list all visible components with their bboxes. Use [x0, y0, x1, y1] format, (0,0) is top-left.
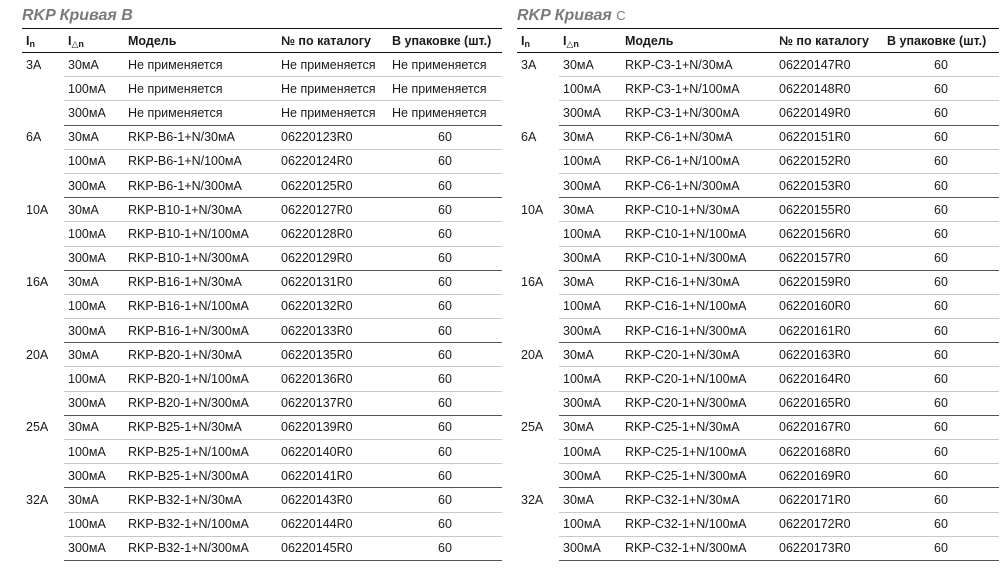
table-row	[517, 464, 999, 488]
model-cell: RKP-B10-1+N/300мА	[124, 246, 277, 270]
header-package-qty: В упаковке (шт.)	[388, 29, 502, 53]
title-prefix: RKP Кривая	[517, 7, 617, 24]
model-cell: RKP-B32-1+N/100мА	[124, 512, 277, 536]
table-row	[517, 270, 999, 294]
table-row	[22, 440, 502, 464]
model-cell: RKP-C25-1+N/100мА	[621, 440, 775, 464]
catalog-number-cell: 06220128R0	[277, 222, 388, 246]
table-row	[22, 294, 502, 318]
rated-current-cell: 25A	[521, 420, 544, 435]
table-header-row	[22, 29, 502, 53]
model-cell: RKP-C20-1+N/30мА	[621, 343, 775, 367]
catalog-number-cell: 06220171R0	[775, 488, 883, 512]
residual-current-cell: 30мА	[64, 488, 124, 512]
package-qty-cell: 60	[883, 367, 999, 391]
header-package-qty: В упаковке (шт.)	[883, 29, 999, 53]
model-cell: RKP-B25-1+N/300мА	[124, 464, 277, 488]
package-qty-cell: 60	[388, 367, 502, 391]
table-row	[22, 222, 502, 246]
catalog-number-cell: 06220152R0	[775, 149, 883, 173]
model-cell: RKP-C32-1+N/300мА	[621, 536, 775, 560]
package-qty-cell: 60	[388, 488, 502, 512]
residual-current-cell: 30мА	[64, 198, 124, 222]
residual-current-cell: 100мА	[64, 222, 124, 246]
catalog-number-cell: 06220136R0	[277, 367, 388, 391]
model-cell: Не применяется	[124, 77, 277, 101]
residual-current-cell: 100мА	[559, 440, 621, 464]
rated-current-cell: 3A	[26, 58, 42, 72]
residual-current-cell: 30мА	[559, 198, 621, 222]
package-qty-cell: 60	[388, 125, 502, 149]
catalog-number-cell: 06220173R0	[775, 536, 883, 560]
catalog-number-cell: 06220156R0	[775, 222, 883, 246]
rated-current-cell: 16A	[26, 275, 49, 290]
model-cell: RKP-B6-1+N/300мА	[124, 173, 277, 197]
residual-current-cell: 30мА	[64, 125, 124, 149]
model-cell: RKP-C20-1+N/300мА	[621, 391, 775, 415]
table-header-row	[517, 29, 999, 53]
table-row	[22, 198, 502, 222]
residual-current-cell: 300мА	[64, 536, 124, 560]
curve-b-panel	[22, 4, 502, 561]
residual-current-cell: 30мА	[559, 53, 621, 77]
model-cell: RKP-B25-1+N/30мА	[124, 415, 277, 439]
model-cell: RKP-C6-1+N/100мА	[621, 149, 775, 173]
package-qty-cell: 60	[388, 198, 502, 222]
model-cell: RKP-C6-1+N/30мА	[621, 125, 775, 149]
package-qty-cell: 60	[883, 294, 999, 318]
table-row	[22, 173, 502, 197]
catalog-number-cell: 06220137R0	[277, 391, 388, 415]
residual-current-cell: 300мА	[559, 173, 621, 197]
model-cell: RKP-C6-1+N/300мА	[621, 173, 775, 197]
header-residual-current: $I_{\triangle n}$	[64, 29, 124, 53]
model-cell: RKP-C32-1+N/30мА	[621, 488, 775, 512]
package-qty-cell: 60	[883, 319, 999, 343]
table-row	[517, 101, 999, 125]
package-qty-cell: 60	[883, 391, 999, 415]
catalog-number-cell: 06220164R0	[775, 367, 883, 391]
table-row	[22, 464, 502, 488]
residual-current-cell: 300мА	[64, 246, 124, 270]
package-qty-cell: 60	[883, 53, 999, 77]
catalog-number-cell: 06220145R0	[277, 536, 388, 560]
package-qty-cell: 60	[883, 125, 999, 149]
package-qty-cell: Не применяется	[388, 101, 502, 125]
table-row	[22, 415, 502, 439]
table-row	[517, 53, 999, 77]
residual-current-cell: 300мА	[64, 464, 124, 488]
residual-current-cell: 100мА	[559, 294, 621, 318]
table-row	[517, 222, 999, 246]
package-qty-cell: 60	[388, 246, 502, 270]
residual-current-cell: 300мА	[64, 173, 124, 197]
rated-current-cell: 20A	[26, 347, 49, 362]
model-cell: RKP-C16-1+N/30мА	[621, 270, 775, 294]
package-qty-cell: 60	[388, 270, 502, 294]
table-row	[517, 294, 999, 318]
catalog-number-cell: Не применяется	[277, 53, 388, 77]
model-cell: RKP-B16-1+N/300мА	[124, 319, 277, 343]
model-cell: RKP-B16-1+N/30мА	[124, 270, 277, 294]
residual-current-cell: 30мА	[64, 270, 124, 294]
residual-current-cell: 100мА	[64, 149, 124, 173]
model-cell: RKP-B20-1+N/300мА	[124, 391, 277, 415]
residual-current-cell: 300мА	[559, 464, 621, 488]
residual-current-cell: 30мА	[559, 270, 621, 294]
table-row	[22, 536, 502, 560]
catalog-number-cell: 06220168R0	[775, 440, 883, 464]
model-cell: Не применяется	[124, 101, 277, 125]
catalog-number-cell: 06220135R0	[277, 343, 388, 367]
package-qty-cell: 60	[388, 440, 502, 464]
residual-current-cell: 100мА	[64, 77, 124, 101]
rated-current-cell: 10A	[521, 202, 544, 217]
catalog-number-cell: 06220139R0	[277, 415, 388, 439]
table-row	[517, 319, 999, 343]
residual-current-cell: 100мА	[64, 367, 124, 391]
header-rated-current: $I_n$	[22, 29, 64, 53]
residual-current-cell: 300мА	[559, 319, 621, 343]
catalog-number-cell: 06220157R0	[775, 246, 883, 270]
package-qty-cell: 60	[388, 173, 502, 197]
residual-current-cell: 100мА	[559, 77, 621, 101]
catalog-number-cell: 06220165R0	[775, 391, 883, 415]
model-cell: RKP-C25-1+N/300мА	[621, 464, 775, 488]
catalog-number-cell: 06220167R0	[775, 415, 883, 439]
table-row	[517, 488, 999, 512]
model-cell: Не применяется	[124, 53, 277, 77]
catalog-number-cell: 06220161R0	[775, 319, 883, 343]
package-qty-cell: 60	[883, 415, 999, 439]
package-qty-cell: 60	[388, 415, 502, 439]
package-qty-cell: 60	[883, 149, 999, 173]
residual-current-cell: 100мА	[559, 222, 621, 246]
catalog-number-cell: 06220124R0	[277, 149, 388, 173]
package-qty-cell: 60	[388, 319, 502, 343]
model-cell: RKP-C10-1+N/30мА	[621, 198, 775, 222]
table-row	[22, 367, 502, 391]
table-row	[517, 198, 999, 222]
model-cell: RKP-C10-1+N/100мА	[621, 222, 775, 246]
residual-current-cell: 100мА	[64, 294, 124, 318]
table-row	[22, 77, 502, 101]
residual-current-cell: 30мА	[64, 343, 124, 367]
residual-current-cell: 30мА	[559, 415, 621, 439]
catalog-number-cell: 06220127R0	[277, 198, 388, 222]
panel-title	[22, 4, 502, 28]
rated-current-cell: 6A	[26, 130, 42, 145]
model-cell: RKP-C20-1+N/100мА	[621, 367, 775, 391]
package-qty-cell: 60	[883, 343, 999, 367]
header-rated-current: $I_n$	[517, 29, 559, 53]
table-row	[22, 125, 502, 149]
title-curve: C	[616, 8, 626, 23]
residual-current-cell: 300мА	[559, 536, 621, 560]
catalog-number-cell: 06220169R0	[775, 464, 883, 488]
table-row	[22, 391, 502, 415]
catalog-number-cell: 06220129R0	[277, 246, 388, 270]
package-qty-cell: 60	[883, 222, 999, 246]
catalog-number-cell: Не применяется	[277, 101, 388, 125]
package-qty-cell: 60	[883, 488, 999, 512]
model-cell: RKP-C3-1+N/100мА	[621, 77, 775, 101]
table-row	[517, 415, 999, 439]
model-cell: RKP-B32-1+N/300мА	[124, 536, 277, 560]
residual-current-cell: 100мА	[559, 149, 621, 173]
rated-current-cell: 16A	[521, 275, 544, 290]
catalog-number-cell: 06220160R0	[775, 294, 883, 318]
rated-current-cell: 32A	[521, 492, 544, 507]
package-qty-cell: Не применяется	[388, 53, 502, 77]
residual-current-cell: 300мА	[559, 101, 621, 125]
rated-current-cell: 3A	[521, 58, 537, 72]
residual-current-cell: 100мА	[559, 367, 621, 391]
title-prefix: RKP Кривая	[22, 7, 122, 24]
table-row	[517, 125, 999, 149]
title-curve: B	[121, 7, 133, 24]
residual-current-cell: 300мА	[64, 319, 124, 343]
package-qty-cell: 60	[883, 101, 999, 125]
table-row	[517, 246, 999, 270]
table-row	[22, 343, 502, 367]
package-qty-cell: 60	[388, 343, 502, 367]
model-cell: RKP-B32-1+N/30мА	[124, 488, 277, 512]
rated-current-cell: 6A	[521, 130, 537, 145]
package-qty-cell: 60	[388, 464, 502, 488]
model-cell: RKP-B6-1+N/100мА	[124, 149, 277, 173]
rated-current-cell: 25A	[26, 420, 49, 435]
catalog-number-cell: Не применяется	[277, 77, 388, 101]
package-qty-cell: 60	[883, 198, 999, 222]
header-model: Модель	[124, 29, 277, 53]
table-row	[22, 488, 502, 512]
product-table	[517, 28, 999, 561]
catalog-number-cell: 06220132R0	[277, 294, 388, 318]
package-qty-cell: 60	[883, 173, 999, 197]
catalog-number-cell: 06220159R0	[775, 270, 883, 294]
package-qty-cell: 60	[883, 246, 999, 270]
package-qty-cell: 60	[388, 536, 502, 560]
catalog-number-cell: 06220141R0	[277, 464, 388, 488]
catalog-number-cell: 06220149R0	[775, 101, 883, 125]
table-row	[517, 367, 999, 391]
catalog-number-cell: 06220123R0	[277, 125, 388, 149]
residual-current-cell: 300мА	[559, 246, 621, 270]
table-row	[517, 391, 999, 415]
catalog-number-cell: 06220131R0	[277, 270, 388, 294]
catalog-number-cell: 06220155R0	[775, 198, 883, 222]
model-cell: RKP-C3-1+N/300мА	[621, 101, 775, 125]
model-cell: RKP-C25-1+N/30мА	[621, 415, 775, 439]
table-row	[22, 101, 502, 125]
rated-current-cell: 20A	[521, 347, 544, 362]
curve-c-panel	[517, 4, 999, 561]
package-qty-cell: 60	[388, 149, 502, 173]
table-row	[517, 512, 999, 536]
table-row	[517, 77, 999, 101]
model-cell: RKP-B10-1+N/100мА	[124, 222, 277, 246]
catalog-number-cell: 06220133R0	[277, 319, 388, 343]
table-row	[22, 270, 502, 294]
catalog-number-cell: 06220140R0	[277, 440, 388, 464]
package-qty-cell: 60	[883, 536, 999, 560]
catalog-number-cell: 06220144R0	[277, 512, 388, 536]
catalog-number-cell: 06220172R0	[775, 512, 883, 536]
model-cell: RKP-B25-1+N/100мА	[124, 440, 277, 464]
model-cell: RKP-B10-1+N/30мА	[124, 198, 277, 222]
catalog-number-cell: 06220148R0	[775, 77, 883, 101]
catalog-number-cell: 06220153R0	[775, 173, 883, 197]
table-row	[22, 319, 502, 343]
residual-current-cell: 300мА	[64, 391, 124, 415]
package-qty-cell: 60	[883, 512, 999, 536]
table-row	[517, 536, 999, 560]
panel-title	[517, 4, 999, 28]
catalog-number-cell: 06220143R0	[277, 488, 388, 512]
residual-current-cell: 100мА	[64, 440, 124, 464]
package-qty-cell: 60	[883, 270, 999, 294]
package-qty-cell: 60	[883, 77, 999, 101]
package-qty-cell: 60	[883, 464, 999, 488]
residual-current-cell: 100мА	[64, 512, 124, 536]
package-qty-cell: 60	[883, 440, 999, 464]
model-cell: RKP-B16-1+N/100мА	[124, 294, 277, 318]
residual-current-cell: 300мА	[559, 391, 621, 415]
model-cell: RKP-B20-1+N/100мА	[124, 367, 277, 391]
table-row	[22, 246, 502, 270]
header-catalog-number: № по каталогу	[277, 29, 388, 53]
table-row	[517, 440, 999, 464]
model-cell: RKP-C16-1+N/300мА	[621, 319, 775, 343]
model-cell: RKP-C10-1+N/300мА	[621, 246, 775, 270]
header-residual-current: $I_{\triangle n}$	[559, 29, 621, 53]
catalog-number-cell: 06220163R0	[775, 343, 883, 367]
rated-current-cell: 10A	[26, 202, 49, 217]
catalog-number-cell: 06220125R0	[277, 173, 388, 197]
model-cell: RKP-B6-1+N/30мА	[124, 125, 277, 149]
residual-current-cell: 30мА	[559, 125, 621, 149]
package-qty-cell: Не применяется	[388, 77, 502, 101]
table-row	[22, 53, 502, 77]
table-row	[517, 149, 999, 173]
package-qty-cell: 60	[388, 512, 502, 536]
catalog-number-cell: 06220151R0	[775, 125, 883, 149]
package-qty-cell: 60	[388, 294, 502, 318]
model-cell: RKP-C16-1+N/100мА	[621, 294, 775, 318]
residual-current-cell: 30мА	[64, 415, 124, 439]
table-row	[22, 512, 502, 536]
header-model: Модель	[621, 29, 775, 53]
residual-current-cell: 30мА	[559, 343, 621, 367]
residual-current-cell: 30мА	[559, 488, 621, 512]
residual-current-cell: 100мА	[559, 512, 621, 536]
catalog-number-cell: 06220147R0	[775, 53, 883, 77]
residual-current-cell: 30мА	[64, 53, 124, 77]
model-cell: RKP-B20-1+N/30мА	[124, 343, 277, 367]
package-qty-cell: 60	[388, 391, 502, 415]
package-qty-cell: 60	[388, 222, 502, 246]
table-row	[22, 149, 502, 173]
header-catalog-number: № по каталогу	[775, 29, 883, 53]
product-table	[22, 28, 502, 561]
table-row	[517, 173, 999, 197]
rated-current-cell: 32A	[26, 492, 49, 507]
model-cell: RKP-C3-1+N/30мА	[621, 53, 775, 77]
model-cell: RKP-C32-1+N/100мА	[621, 512, 775, 536]
table-row	[517, 343, 999, 367]
residual-current-cell: 300мА	[64, 101, 124, 125]
